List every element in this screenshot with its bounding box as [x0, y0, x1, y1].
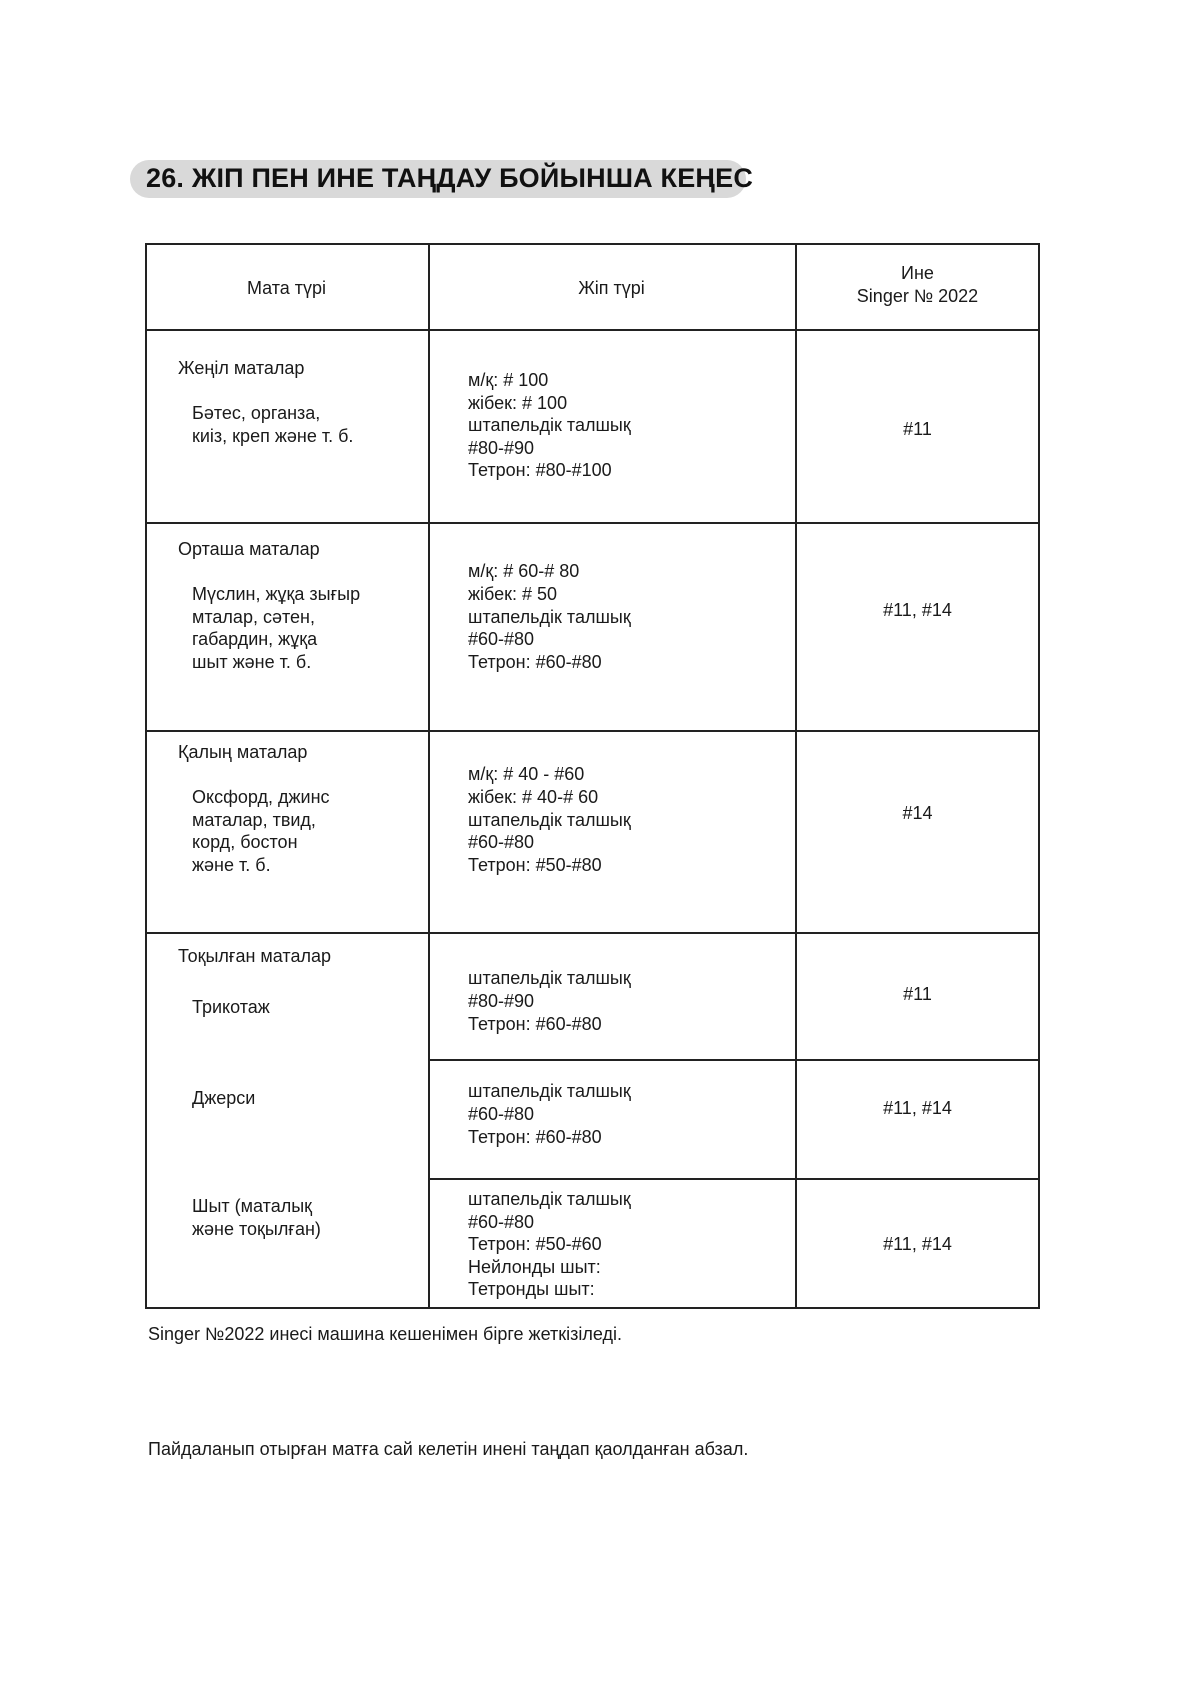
row-divider — [145, 932, 1040, 934]
header-fabric-type: Мата түрі — [246, 278, 327, 298]
thread-spec: штапельдік талшық — [468, 607, 631, 627]
fabric-example: Шыт (маталық — [192, 1196, 313, 1216]
thread-spec: #80-#90 — [468, 438, 535, 458]
thread-spec: Тетрон: #60-#80 — [468, 652, 602, 672]
needle-size: #11, #14 — [883, 1098, 952, 1118]
needle-size: #11 — [903, 984, 932, 1004]
thread-spec: штапельдік талшық — [468, 968, 631, 988]
fabric-example: корд, бостон — [192, 832, 298, 852]
table-footnote: Singer №2022 инесі машина кешенімен бірге жеткізіледі. — [148, 1324, 622, 1344]
fabric-example: Мүслин, жұқа зығыр — [192, 584, 361, 604]
needle-size: #11, #14 — [883, 600, 952, 620]
thread-spec: Тетрон: #50-#60 — [468, 1234, 602, 1254]
thread-spec: м/қ: # 40 - #60 — [468, 764, 585, 784]
fabric-example: және т. б. — [192, 855, 271, 875]
thread-spec: Тетрон: #60-#80 — [468, 1127, 602, 1147]
thread-spec: #60-#80 — [468, 832, 535, 852]
thread-spec: штапельдік талшық — [468, 1081, 631, 1101]
thread-spec: #80-#90 — [468, 991, 535, 1011]
needle-size: #11, #14 — [883, 1234, 952, 1254]
row-divider — [145, 522, 1040, 524]
thread-spec: м/қ: # 100 — [468, 370, 549, 390]
thread-spec: Нейлонды шыт: — [468, 1257, 601, 1277]
thread-spec: штапельдік талшық — [468, 810, 631, 830]
thread-spec: жібек: # 40-# 60 — [468, 787, 599, 807]
fabric-example: шыт және т. б. — [192, 652, 312, 672]
fabric-example: габардин, жұқа — [192, 629, 318, 649]
thread-spec: Тетрон: #60-#80 — [468, 1014, 602, 1034]
fabric-example: Бәтес, органза, — [192, 403, 321, 423]
column-divider — [428, 243, 430, 1309]
thread-spec: штапельдік талшық — [468, 415, 631, 435]
needle-size: #14 — [902, 803, 933, 823]
fabric-example: мталар, сәтен, — [192, 607, 315, 627]
thread-spec: #60-#80 — [468, 1212, 535, 1232]
fabric-example: киіз, креп және т. б. — [192, 426, 354, 446]
fabric-group-name: Жеңіл маталар — [178, 358, 305, 378]
row-divider — [145, 730, 1040, 732]
fabric-example: Джерси — [192, 1088, 256, 1108]
fabric-group-name: Қалың маталар — [178, 742, 308, 762]
thread-spec: Тетрон: #50-#80 — [468, 855, 602, 875]
header-thread-type: Жіп түрі — [578, 278, 645, 298]
thread-spec: Тетронды шыт: — [468, 1279, 595, 1299]
advice-text: Пайдаланып отырған матға сай келетін инені таңдап қаолданған абзал. — [148, 1439, 749, 1459]
section-title: 26. ЖІП ПЕН ИНЕ ТАҢДАУ БОЙЫНША КЕҢЕС — [146, 163, 754, 193]
subrow-divider — [428, 1178, 1040, 1180]
thread-spec: жібек: # 100 — [468, 393, 568, 413]
header-needle-line2: Singer № 2022 — [856, 286, 979, 306]
header-needle-line1: Ине — [901, 263, 934, 283]
thread-spec: жібек: # 50 — [468, 584, 558, 604]
column-divider — [795, 243, 797, 1309]
thread-spec: #60-#80 — [468, 1104, 535, 1124]
fabric-example: маталар, твид, — [192, 810, 316, 830]
needle-size: #11 — [903, 419, 932, 439]
thread-spec: #60-#80 — [468, 629, 535, 649]
fabric-group-name: Орташа маталар — [178, 539, 320, 559]
thread-spec: штапельдік талшық — [468, 1189, 631, 1209]
fabric-example: және тоқылған) — [192, 1219, 321, 1239]
fabric-example: Оксфорд, джинс — [192, 787, 330, 807]
fabric-example: Трикотаж — [192, 997, 270, 1017]
thread-spec: Тетрон: #80-#100 — [468, 460, 612, 480]
thread-spec: м/қ: # 60-# 80 — [468, 561, 580, 581]
row-divider — [145, 329, 1040, 331]
fabric-group-name: Тоқылған маталар — [178, 946, 331, 966]
subrow-divider — [428, 1059, 1040, 1061]
